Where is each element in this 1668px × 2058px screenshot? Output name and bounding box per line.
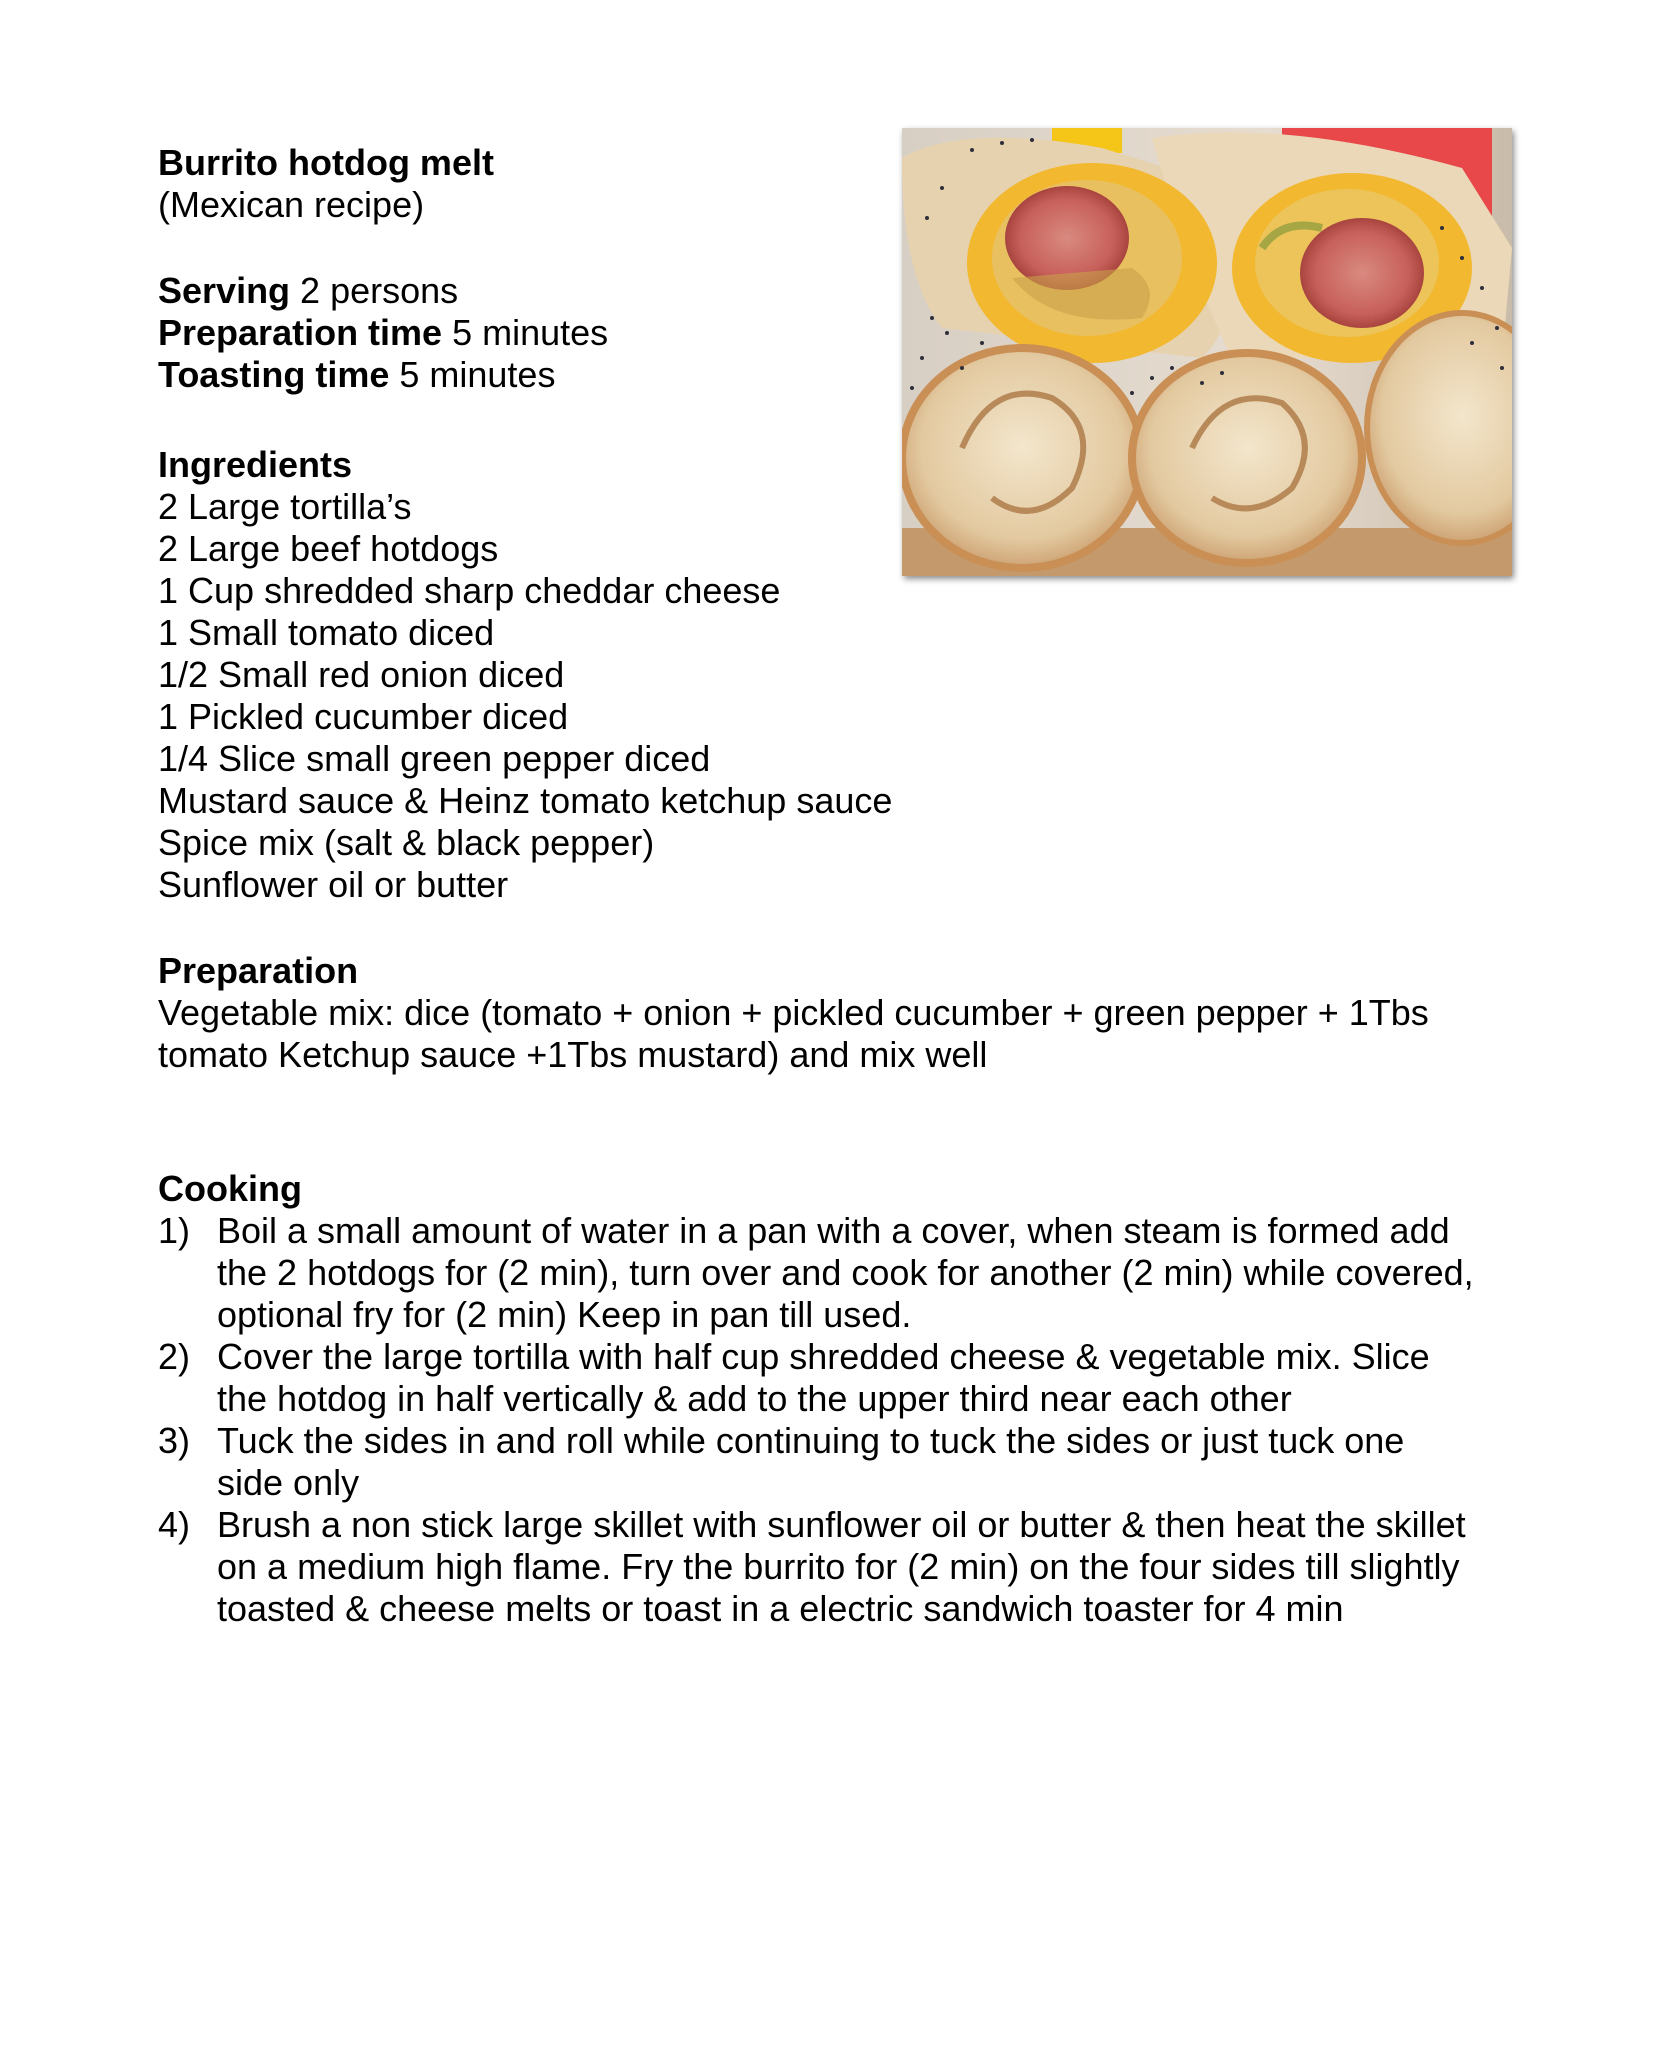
- cooking-step-2: [158, 1336, 1518, 1420]
- meta-preparation-time: [158, 312, 608, 354]
- ingredients-section: [158, 444, 892, 906]
- step-number: 2): [158, 1336, 191, 1377]
- ingredient-item: 1/4 Slice small green pepper diced: [158, 738, 711, 779]
- step-line: Brush a non stick large skillet with sunflower oil or butter & then heat the skillet: [217, 1504, 1466, 1545]
- ingredient-item: 1 Pickled cucumber diced: [158, 696, 569, 737]
- step-line: Tuck the sides in and roll while continuing to tuck the sides or just tuck one: [217, 1420, 1405, 1461]
- ingredient-item: Spice mix (salt & black pepper): [158, 822, 655, 863]
- burrito-photo: [902, 128, 1512, 576]
- step-line: Boil a small amount of water in a pan with a cover, when steam is formed add: [217, 1210, 1450, 1251]
- cooking-step-1: [158, 1210, 1518, 1336]
- ingredient-item: 2 Large beef hotdogs: [158, 528, 499, 569]
- cooking-step-3: [158, 1420, 1518, 1504]
- step-line: the 2 hotdogs for (2 min), turn over and cook for another (2 min) while covered,: [217, 1252, 1474, 1293]
- meta-serving: [158, 270, 608, 312]
- cooking-step-4: [158, 1504, 1518, 1630]
- preparation-section: [158, 950, 1518, 1076]
- cooking-steps: [158, 1210, 1518, 1630]
- step-line: on a medium high flame. Fry the burrito for (2 min) on the four sides till slightly: [217, 1546, 1460, 1587]
- ingredients-heading: Ingredients: [158, 444, 353, 485]
- ingredient-item: Sunflower oil or butter: [158, 864, 509, 905]
- step-line: Cover the large tortilla with half cup shredded cheese & vegetable mix. Slice: [217, 1336, 1430, 1377]
- meta-value: 5 minutes: [442, 312, 609, 353]
- meta-label: Preparation time: [158, 312, 443, 353]
- ingredient-item: 1 Cup shredded sharp cheddar cheese: [158, 570, 781, 611]
- meta-value: 5 minutes: [389, 354, 556, 395]
- step-line: toasted & cheese melts or toast in a electric sandwich toaster for 4 min: [217, 1588, 1344, 1629]
- step-number: 3): [158, 1420, 191, 1461]
- ingredient-item: 1/2 Small red onion diced: [158, 654, 565, 695]
- recipe-header: [158, 142, 494, 226]
- preparation-line: Vegetable mix: dice (tomato + onion + pickled cucumber + green pepper + 1Tbs: [158, 992, 1429, 1033]
- meta-label: Toasting time: [158, 354, 390, 395]
- ingredient-item: 2 Large tortilla’s: [158, 486, 412, 527]
- ingredient-item: 1 Small tomato diced: [158, 612, 495, 653]
- cooking-section: [158, 1168, 1518, 1630]
- step-line: optional fry for (2 min) Keep in pan till used.: [217, 1294, 912, 1335]
- preparation-line: tomato Ketchup sauce +1Tbs mustard) and mix well: [158, 1034, 988, 1075]
- step-number: 4): [158, 1504, 191, 1545]
- ingredient-item: Mustard sauce & Heinz tomato ketchup sauce: [158, 780, 893, 821]
- meta-value: 2 persons: [290, 270, 459, 311]
- preparation-heading: Preparation: [158, 950, 359, 991]
- step-number: 1): [158, 1210, 191, 1251]
- recipe-title: Burrito hotdog melt: [158, 142, 494, 183]
- recipe-meta: [158, 270, 608, 396]
- recipe-subtitle: (Mexican recipe): [158, 184, 425, 225]
- cooking-heading: Cooking: [158, 1168, 302, 1209]
- step-line: the hotdog in half vertically & add to the upper third near each other: [217, 1378, 1292, 1419]
- meta-toasting-time: [158, 354, 608, 396]
- step-line: side only: [217, 1462, 360, 1503]
- meta-label: Serving: [158, 270, 291, 311]
